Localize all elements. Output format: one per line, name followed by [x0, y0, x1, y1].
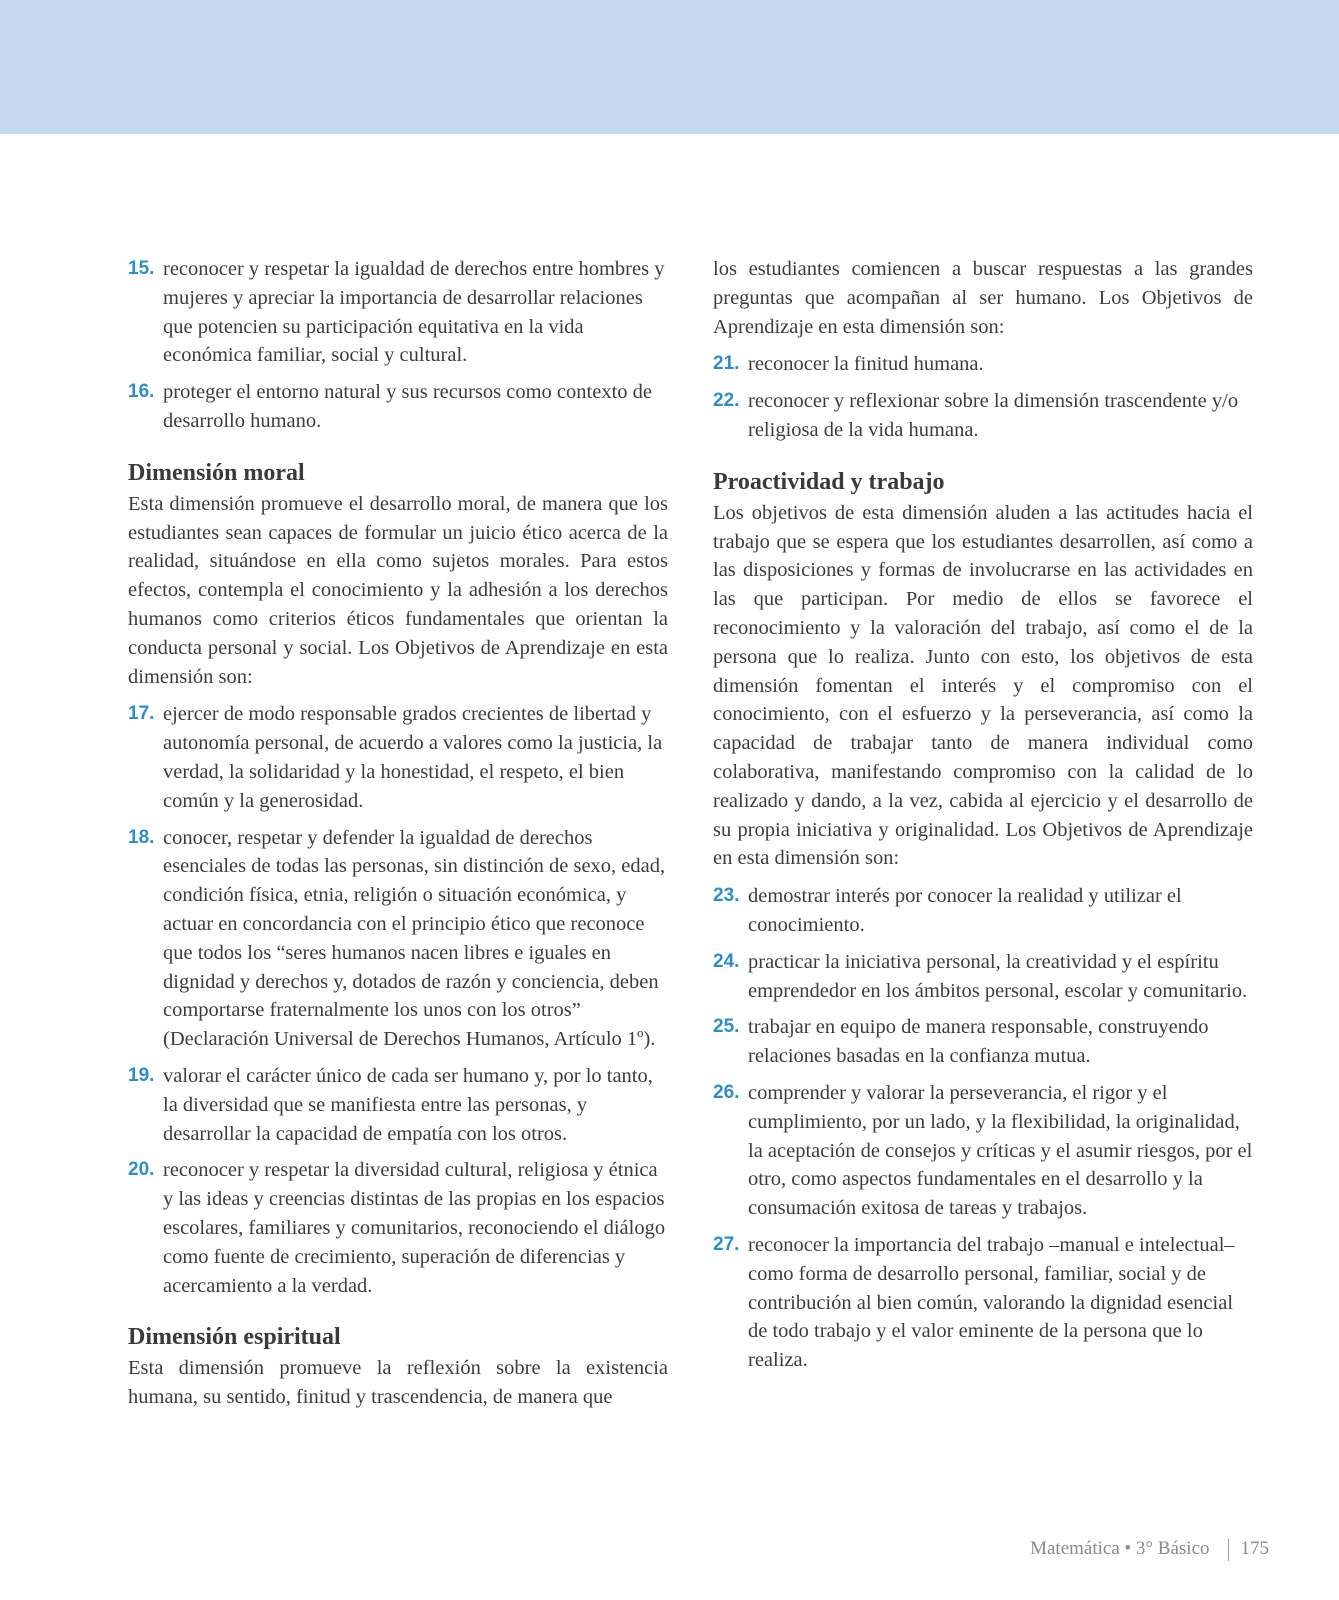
item-text: proteger el entorno natural y sus recursos como contexto de desarrollo humano. — [163, 381, 652, 432]
item-number: 26. — [713, 1081, 740, 1103]
list-item — [713, 1231, 1253, 1375]
item-number: 17. — [128, 703, 155, 725]
item-number: 18. — [128, 826, 155, 848]
footer-divider — [1228, 1539, 1229, 1561]
moral-paragraph: Esta dimensión promueve el desarrollo moral, de manera que los estudiantes sean capaces de formular un juicio ético acerca de la realidad, situándose en ella como sujetos morales. Para estos efectos, contempla el conocimiento y la adhesión a los derechos humanos como criterios éticos fundamentales que orientan la conducta personal y social. Los Objetivos de Aprendizaje en esta dimensión son: — [128, 492, 668, 688]
list-item — [128, 255, 668, 370]
list-item — [713, 350, 1253, 379]
item-number: 22. — [713, 390, 740, 412]
book-title: Matemática • 3° Básico — [1030, 1538, 1210, 1559]
item-number: 19. — [128, 1064, 155, 1086]
item-text: conocer, respetar y defender la igualdad de derechos esenciales de todas las personas, sin distinción de sexo, edad, condición física, etnia, religión o situación económica, y actuar en concordancia con el principio ético que reconoce que todos los “seres humanos nacen libres e iguales en dignidad y derechos y, dotados de razón y conciencia, deben comportarse fraternalmente los unos con los otros” (Declaración Universal de Derechos Humanos, Artículo 1º). — [163, 826, 666, 1051]
item-number: 20. — [128, 1159, 155, 1181]
item-text: valorar el carácter único de cada ser humano y, por lo tanto, la diversidad que se manifiesta entre las personas, y desarrollar la capacidad de empatía con los otros. — [163, 1064, 653, 1145]
section-heading-spiritual: Dimensión espiritual — [128, 1324, 341, 1351]
item-number: 24. — [713, 950, 740, 972]
header-band — [0, 0, 1339, 134]
list-item — [713, 948, 1253, 1006]
item-text: comprender y valorar la perseverancia, el rigor y el cumplimiento, por un lado, y la flexibilidad, la originalidad, la aceptación de consejos y críticas y el asumir riesgos, por el otro, como aspectos fundamentales en el desarrollo y la consumación exitosa de tareas y trabajos. — [748, 1081, 1253, 1220]
item-text: reconocer y respetar la diversidad cultural, religiosa y étnica y las ideas y creencias distintas de las propias en los espacios escolares, familiares y comunitarios, reconociendo el diálogo como fuente de crecimiento, superación de diferencias y acercamiento a la verdad. — [163, 1159, 666, 1297]
item-text: practicar la iniciativa personal, la creatividad y el espíritu emprendedor en los ámbitos personal, escolar y comunitario. — [748, 950, 1248, 1002]
item-number: 16. — [128, 381, 155, 403]
list-item — [713, 1013, 1253, 1071]
section-heading-proactividad: Proactividad y trabajo — [713, 468, 945, 495]
item-text: ejercer de modo responsable grados crecientes de libertad y autonomía personal, de acuerdo a valores como la justicia, la verdad, la solidaridad y la honestidad, el respeto, el bien común y la generosidad. — [163, 703, 663, 812]
continued-paragraph: los estudiantes comiencen a buscar respuestas a las grandes preguntas que acompañan al ser humano. Los Objetivos de Aprendizaje en esta dimensión son: — [713, 258, 1253, 338]
item-number: 25. — [713, 1016, 740, 1038]
item-text: demostrar interés por conocer la realidad y utilizar el conocimiento. — [748, 885, 1182, 936]
list-item — [128, 824, 668, 1054]
page-footer — [1030, 1538, 1269, 1561]
spiritual-paragraph: Esta dimensión promueve la reflexión sobre la existencia humana, su sentido, finitud y trascendencia, de manera que — [128, 1357, 668, 1409]
list-item — [713, 1079, 1253, 1223]
list-item — [128, 378, 668, 436]
list-item — [128, 1062, 668, 1148]
section-heading-moral: Dimensión moral — [128, 459, 305, 486]
list-item — [128, 1156, 668, 1300]
item-number: 15. — [128, 258, 155, 279]
proactividad-paragraph: Los objetivos de esta dimensión aluden a las actitudes hacia el trabajo que se espera que los estudiantes desarrollen, así como a las disposiciones y formas de involucrarse en las actividades en las que participan. Por medio de ellos se favorece el reconocimiento y la valoración del trabajo, así como el de la persona que lo realiza. Junto con esto, los objetivos de esta dimensión fomentan el interés y el compromiso con el conocimiento, con el esfuerzo y la perseverancia, así como la capacidad de trabajar tanto de manera individual como colaborativa, manifestando compromiso con la calidad de lo realizado y dando, a la vez, cabida al ejercicio y el desarrollo de su propia iniciativa y originalidad. Los Objetivos de Aprendizaje en esta dimensión son: — [713, 501, 1253, 870]
item-text: reconocer y respetar la igualdad de derechos entre hombres y mujeres y apreciar la importancia de desarrollar relaciones que potencien su participación equitativa en la vida económica familiar, social y cultural. — [163, 258, 665, 367]
list-item — [713, 882, 1253, 940]
item-text: reconocer la importancia del trabajo –manual e intelectual– como forma de desarrollo personal, familiar, social y de contribución al bien común, valorando la dignidad esencial de todo trabajo y el valor eminente de la persona que lo realiza. — [748, 1233, 1235, 1372]
page-number: 175 — [1240, 1538, 1269, 1559]
item-text: trabajar en equipo de manera responsable, construyendo relaciones basadas en la confianza mutua. — [748, 1016, 1209, 1068]
right-column — [713, 255, 1253, 1383]
item-number: 27. — [713, 1233, 740, 1255]
item-number: 23. — [713, 885, 740, 907]
item-text: reconocer y reflexionar sobre la dimensión trascendente y/o religiosa de la vida humana. — [748, 390, 1239, 441]
item-text: reconocer la finitud humana. — [748, 353, 984, 376]
left-column — [128, 255, 668, 1421]
item-number: 21. — [713, 353, 740, 375]
list-item — [713, 387, 1253, 445]
list-item — [128, 700, 668, 815]
